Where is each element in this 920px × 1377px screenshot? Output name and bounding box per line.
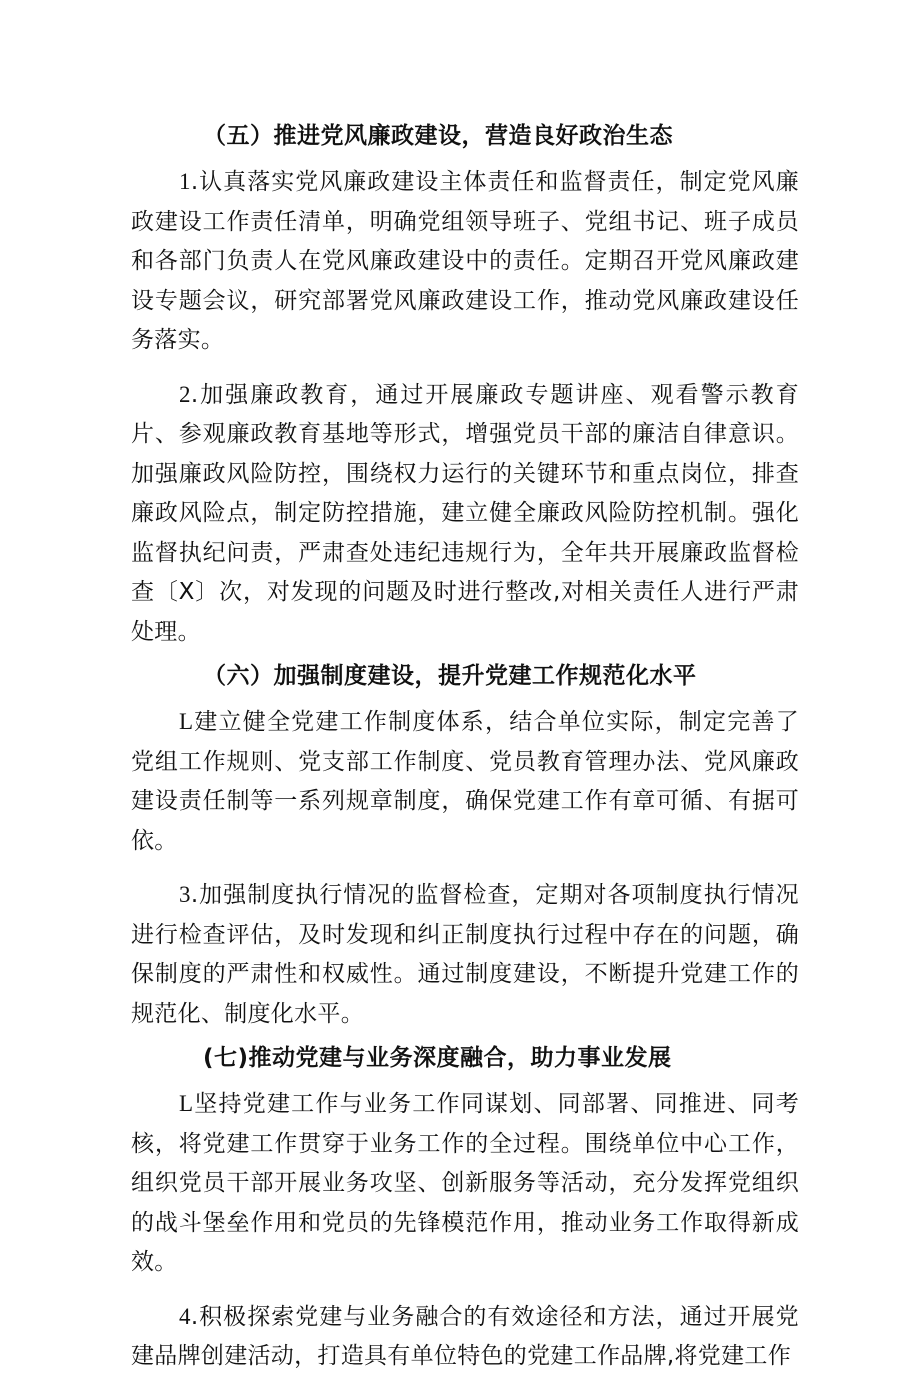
section-heading-5: （五）推进党风廉政建设，营造良好政治生态: [203, 123, 673, 149]
paragraph-text: .积极探索党建与业务融合的有效途径和方法，通过开展党建品牌创建活动，打造具有单位特色的党建工作品牌,将党建工作: [131, 1303, 799, 1369]
paragraph-text: 建立健全党建工作制度体系，结合单位实际，制定完善了党组工作规则、党支部工作制度、党员教育管理办法、党风廉政建设责任制等一系列规章制度，确保党建工作有章可循、有据可依。: [131, 709, 799, 854]
section-heading-7: (七)推动党建与业务深度融合，助力事业发展: [203, 1045, 672, 1071]
paragraph-7-1: [131, 1084, 799, 1283]
item-marker: L: [179, 709, 194, 734]
item-marker: 4: [179, 1303, 191, 1329]
paragraph-text: .加强制度执行情况的监督检查，定期对各项制度执行情况进行检查评估，及时发现和纠正制度执行过程中存在的问题，确保制度的严肃性和权威性。通过制度建设，不断提升党建工作的规范化、制度化水平。: [131, 882, 799, 1027]
document-body: [131, 112, 799, 1377]
paragraph-text: .认真落实党风廉政建设主体责任和监督责任，制定党风廉政建设工作责任清单，明确党组领导班子、党组书记、班子成员和各部门负责人在党风廉政建设中的责任。定期召开党风廉政建设专题会议，研究部署党风廉政建设工作，推动党风廉政建设任务落实。: [131, 169, 799, 353]
item-marker: 3: [179, 882, 191, 907]
paragraph-6-1: [131, 702, 799, 861]
item-marker: 1: [179, 169, 191, 194]
paragraph-text: .加强廉政教育，通过开展廉政专题讲座、观看警示教育片、参观廉政教育基地等形式，增强党员干部的廉洁自律意识。加强廉政风险防控，围绕权力运行的关键环节和重点岗位，排查廉政风险点，制定防控措施，建立健全廉政风险防控机制。强化监督执纪问责，严肃查处违纪违规行为，全年共开展廉政监督检查〔X〕次，对发现的问题及时进行整改,对相关责任人进行严肃处理。: [131, 381, 799, 645]
paragraph-5-1: [131, 162, 799, 361]
paragraph-7-2: [131, 1297, 799, 1377]
item-marker: 2: [179, 381, 191, 407]
paragraph-5-2: [131, 375, 799, 653]
paragraph-6-2: [131, 875, 799, 1034]
paragraph-text: 坚持党建工作与业务工作同谋划、同部署、同推进、同考核，将党建工作贯穿于业务工作的全过程。围绕单位中心工作，组织党员干部开展业务攻坚、创新服务等活动，充分发挥党组织的战斗堡垒作用和党员的先锋模范作用，推动业务工作取得新成效。: [131, 1091, 799, 1275]
section-heading-6: （六）加强制度建设，提升党建工作规范化水平: [203, 663, 697, 689]
item-marker: L: [179, 1091, 194, 1116]
